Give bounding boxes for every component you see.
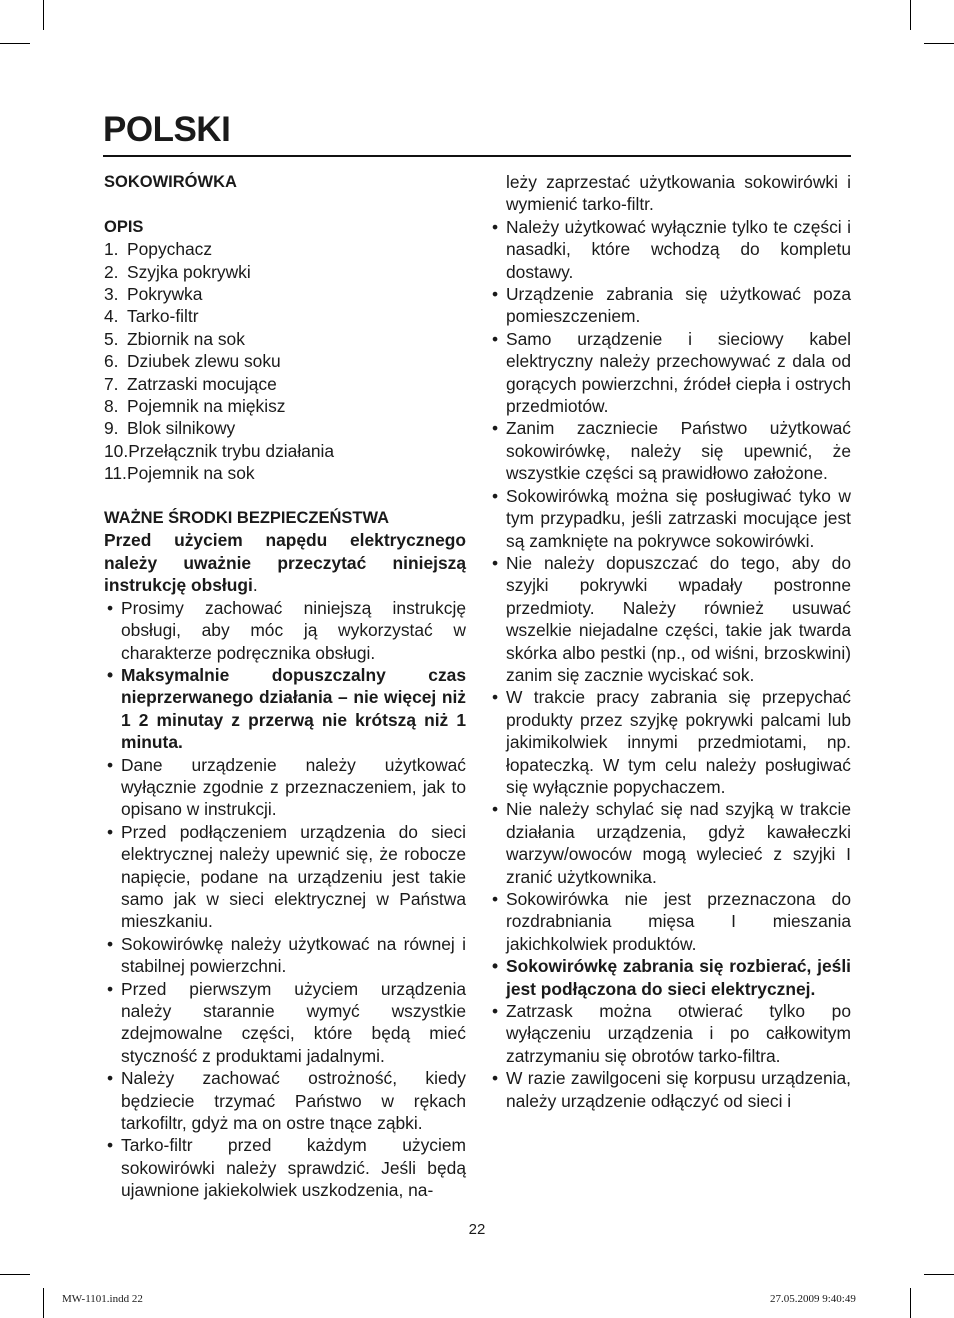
bullet-icon: • [107, 821, 114, 842]
footer-timestamp: 27.05.2009 9:40:49 [770, 1293, 856, 1305]
list-item-text: Zbiornik na sok [127, 328, 245, 349]
bullet-icon: • [492, 328, 499, 349]
crop-mark [910, 1288, 911, 1318]
bullet-text: Sokowirówkę zabrania się rozbierać, jeśli jest podłączona do sieci elektrycznej. [506, 956, 851, 999]
bullet-item [489, 955, 851, 1000]
bullet-icon: • [492, 1068, 499, 1089]
bullet-item [489, 328, 851, 418]
safety-heading: WAŻNE ŚRODKI BEZPIECZEŃSTWA [104, 509, 390, 528]
list-item-number: 5. [104, 328, 119, 349]
bullet-text: Przed podłączeniem urządzenia do sieci elektrycznej należy upewnić się, że robocze napięcie, podane na urządzeniu jest takie samo jak w sieci elektrycznej w Państwa mieszkaniu. [121, 821, 466, 932]
bullet-icon: • [107, 1068, 114, 1089]
bullet-text: Zatrzask można otwierać tylko po wyłączeniu urządzenia i po całkowitym zatrzymaniu się obrotów tarko-filtra. [506, 1001, 851, 1066]
continuation-text: leży zaprzestać użytkowania sokowirówki i wymienić tarko-filtr. [506, 172, 851, 215]
bullet-text: Należy użytkować wyłącznie tylko te części i nasadki, które wchodzą do kompletu dostawy. [506, 216, 851, 282]
list-item [104, 283, 466, 305]
bullet-text: W trakcie pracy zabrania się przepychać produkty przez szyjkę pokrywki palcami lub jakimikolwiek innymi przedmiotami, np. łopateczką. W tym celu należy posługiwać się wyłącznie popychaczem. [506, 687, 851, 797]
product-title: SOKOWIRÓWKA [104, 173, 237, 191]
list-item [104, 328, 466, 350]
list-item-text: Szyjka pokrywki [127, 261, 251, 282]
bullet-item [104, 754, 466, 821]
list-item [104, 238, 466, 260]
bullet-icon: • [492, 799, 499, 820]
bullet-icon: • [492, 485, 499, 506]
crop-mark [924, 1274, 954, 1275]
bullet-text: Maksymalnie dopuszczalny czas nieprzerwanego działania – nie więcej niż 1 2 minutay z przerwą nie krótszą niż 1 minuta. [121, 664, 466, 753]
bullet-item [489, 417, 851, 484]
bullet-text: Sokowirówką można się posługiwać tyko w tym przypadku, jeśli zatrzaski mocujące jest są zamknięte na pokrywce sokowirówki. [506, 485, 851, 551]
list-item [104, 373, 466, 395]
bullet-icon: • [107, 978, 114, 999]
list-item [104, 462, 466, 484]
crop-mark [0, 43, 30, 44]
bullet-item [104, 1134, 466, 1201]
crop-mark [43, 1288, 44, 1318]
bullet-text: Dane urządzenie należy użytkować wyłącznie zgodnie z przeznaczeniem, jak to opisano w instrukcji. [121, 754, 466, 820]
bullet-icon: • [492, 418, 499, 439]
bullet-icon: • [107, 1135, 114, 1156]
bullet-text: Zanim zaczniecie Państwo użytkować sokowirówkę, należy się upewnić, że wszystkie części są prawidłowo założone. [506, 418, 851, 484]
list-item-text: Pokrywka [127, 284, 203, 305]
bullet-text: Przed pierwszym użyciem urządzenia należy starannie wymyć wszystkie zdejmowalne części, które będą mieć styczność z produktami jadalnymi. [121, 978, 466, 1066]
list-item-text: Przełącznik trybu działania [128, 440, 335, 461]
bullet-item [489, 1000, 851, 1067]
bullet-item [489, 888, 851, 955]
bullet-text: Sokowirówkę należy użytkować na równej i stabilnej powierzchni. [121, 933, 466, 977]
bullet-item [104, 978, 466, 1068]
bullet-text: Należy zachować ostrożność, kiedy będziecie trzymać Państwo w rękach tarkofiltr, gdyż ma on ostre tnące ząbki. [121, 1068, 466, 1134]
list-item-number: 3. [104, 284, 119, 305]
bullet-icon: • [492, 1001, 499, 1022]
description-heading: OPIS [104, 217, 144, 236]
safety-intro-end: . [252, 575, 258, 596]
bullet-item [489, 686, 851, 798]
crop-mark [43, 0, 44, 30]
list-item-number: 10. [104, 440, 129, 461]
list-item [104, 417, 466, 439]
list-item-text: Pojemnik na miękisz [127, 396, 286, 417]
left-column [104, 171, 466, 1202]
bullet-icon: • [492, 687, 499, 708]
list-item-number: 1. [104, 239, 119, 260]
title-divider [103, 155, 851, 157]
footer-file: MW-1101.indd 22 [62, 1293, 143, 1305]
bullet-text: Prosimy zachować niniejszą instrukcję obsługi, aby móc ją wykorzystać w charakterze podręcznika obsługi. [121, 597, 466, 663]
list-item-number: 6. [104, 351, 119, 372]
list-item-number: 8. [104, 396, 119, 417]
list-item [104, 395, 466, 417]
bullet-icon: • [492, 284, 499, 305]
bullet-item [489, 798, 851, 888]
safety-intro-bold: Przed użyciem napędu elektrycznego należy uważnie przeczytać niniejszą instrukcję obsługi [104, 530, 466, 596]
page-number: 22 [468, 1221, 486, 1238]
bullet-item [104, 1067, 466, 1134]
list-item-text: Pojemnik na sok [127, 463, 255, 484]
bullet-text: Tarko-filtr przed każdym użyciem sokowirówki należy sprawdzić. Jeśli będą ujawnione jakiekolwiek uszkodzenia, na- [121, 1135, 466, 1201]
bullet-item [489, 552, 851, 686]
bullet-text: Nie należy schylać się nad szyjką w trakcie działania urządzenia, gdyż kawałeczki warzyw/owoców mogą wylecieć z szyjki I zranić użytkownika. [506, 799, 851, 887]
safety-intro [104, 529, 466, 596]
crop-mark [924, 43, 954, 44]
list-item-text: Tarko-filtr [127, 306, 199, 327]
safety-list-left [104, 597, 466, 1202]
list-item [104, 350, 466, 372]
bullet-item [104, 933, 466, 978]
list-item-number: 2. [104, 261, 119, 282]
bullet-text: Sokowirówka nie jest przeznaczona do rozdrabniania mięsa I mieszania jakichkolwiek produktów. [506, 889, 851, 954]
crop-mark [910, 0, 911, 30]
bullet-icon: • [107, 597, 114, 618]
bullet-item [489, 1067, 851, 1112]
list-item-text: Zatrzaski mocujące [127, 373, 277, 394]
bullet-item [489, 283, 851, 328]
safety-list-right [489, 216, 851, 1112]
bullet-icon: • [107, 664, 114, 685]
list-item [104, 440, 466, 462]
list-item-number: 11. [104, 463, 127, 484]
crop-mark [0, 1274, 30, 1275]
bullet-text: W razie zawilgoceni się korpusu urządzenia, należy urządzenie odłączyć od sieci i [506, 1068, 851, 1111]
bullet-text: Urządzenie zabrania się użytkować poza pomieszczeniem. [506, 284, 851, 327]
bullet-item [104, 664, 466, 754]
parts-list [104, 238, 466, 484]
list-item [104, 261, 466, 283]
page-title: POLSKI [103, 110, 231, 149]
bullet-icon: • [107, 933, 114, 954]
list-item [104, 305, 466, 327]
bullet-item [489, 485, 851, 552]
bullet-item [104, 821, 466, 933]
bullet-icon: • [492, 216, 499, 237]
list-item-text: Popychacz [127, 239, 213, 260]
bullet-item [489, 216, 851, 283]
list-item-text: Blok silnikowy [127, 418, 236, 439]
bullet-icon: • [492, 889, 499, 909]
list-item-text: Dziubek zlewu soku [127, 351, 281, 372]
list-item-number: 9. [104, 418, 119, 439]
bullet-text: Nie należy dopuszczać do tego, aby do szyjki pokrywki wpadały postronne przedmioty. Należy również usuwać wszelkie niejadalne części, takie jak twarda skórka albo pestki (np., od wiśni, brzoskwini) zanim się zacznie wyciskać sok. [506, 552, 851, 685]
right-column [489, 171, 851, 1112]
bullet-icon: • [107, 754, 114, 775]
list-item-number: 4. [104, 306, 119, 327]
bullet-icon: • [492, 956, 499, 977]
list-item-number: 7. [104, 373, 119, 394]
bullet-text: Samo urządzenie i sieciowy kabel elektryczny należy przechowywać z dala od gorących powierzchni, źródeł ciepła i ostrych przedmiotów. [506, 328, 851, 417]
bullet-icon: • [492, 552, 499, 573]
bullet-item [104, 597, 466, 664]
